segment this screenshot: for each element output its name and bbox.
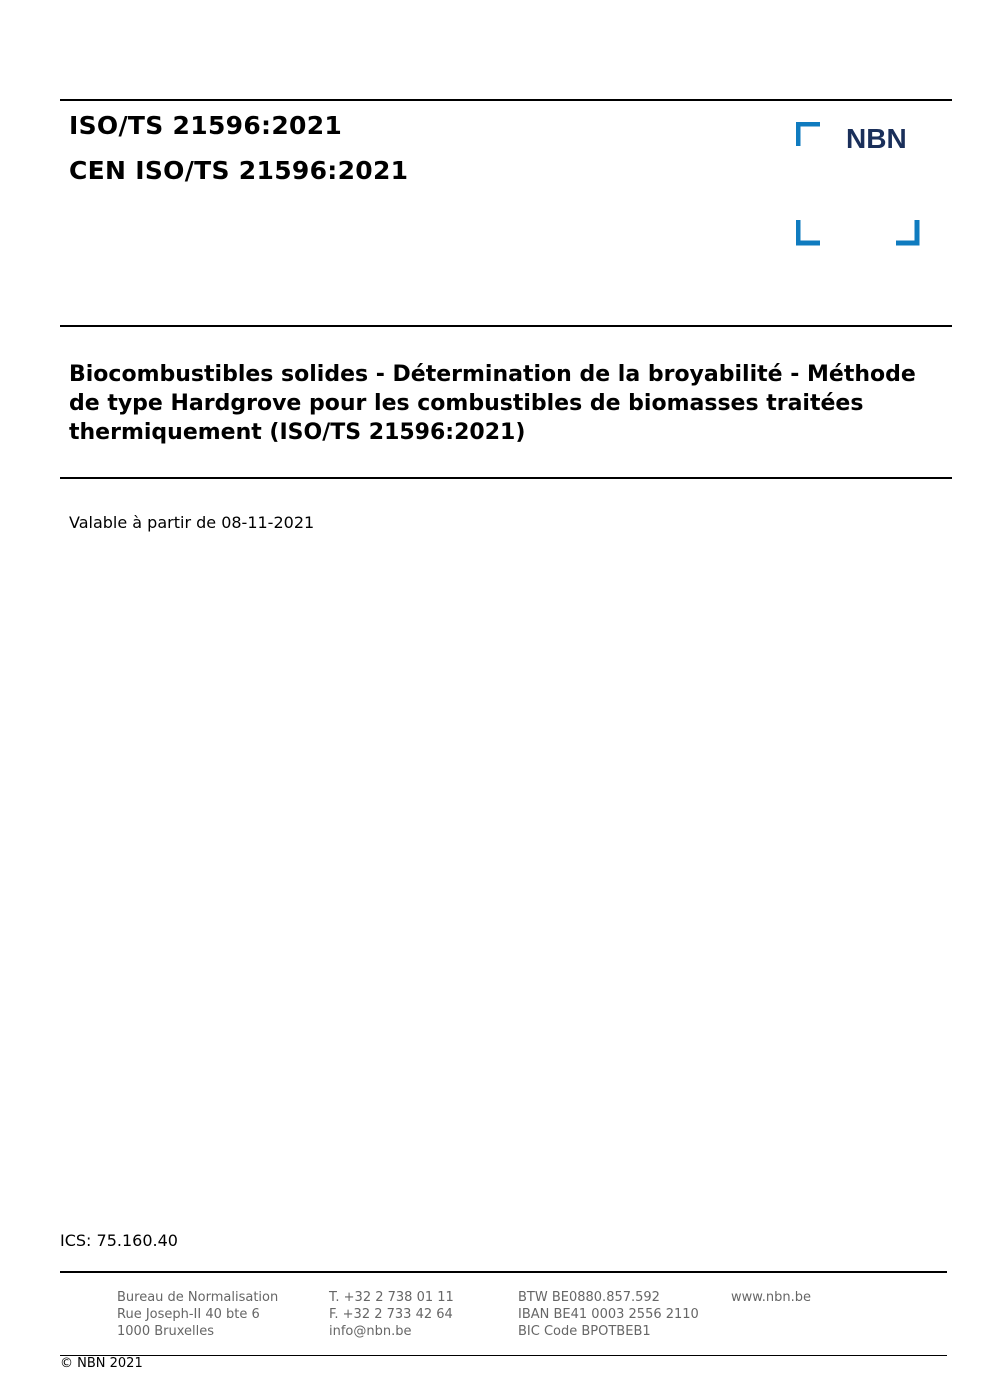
- address-line: Rue Joseph-II 40 bte 6: [117, 1307, 260, 1322]
- validity-date: Valable à partir de 08-11-2021: [69, 513, 315, 532]
- footer-contact: [329, 1289, 454, 1340]
- nbn-logo: [796, 122, 921, 248]
- rule-below-title: [60, 477, 952, 479]
- iban: IBAN BE41 0003 2556 2110: [518, 1307, 699, 1322]
- logo-bracket-bottom-right: [896, 220, 917, 243]
- top-rule: [60, 99, 952, 101]
- bic-code: BIC Code BPOTBEB1: [518, 1324, 651, 1339]
- address-line: Bureau de Normalisation: [117, 1290, 279, 1305]
- vat-number: BTW BE0880.857.592: [518, 1290, 660, 1305]
- cen-iso-reference: CEN ISO/TS 21596:2021: [69, 156, 409, 185]
- fax-number: F. +32 2 733 42 64: [329, 1307, 453, 1322]
- phone-number: T. +32 2 738 01 11: [329, 1290, 454, 1305]
- ics-code: ICS: 75.160.40: [60, 1231, 178, 1250]
- logo-text: NBN: [846, 123, 907, 154]
- logo-bracket-top-left: [798, 124, 820, 146]
- document-title: Biocombustibles solides - Détermination de la broyabilité - Méthode de type Hardgrove pour les combustibles de biomasses traitées thermiquement (ISO/TS 21596:2021): [69, 362, 916, 445]
- footer-bank: [518, 1289, 699, 1340]
- website-link[interactable]: www.nbn.be: [731, 1290, 811, 1305]
- footer-top-rule: [60, 1271, 947, 1273]
- address-line: 1000 Bruxelles: [117, 1324, 215, 1339]
- footer-bottom-rule: [60, 1355, 947, 1356]
- rule-above-title: [60, 325, 952, 327]
- iso-reference: ISO/TS 21596:2021: [69, 111, 343, 140]
- logo-bracket-bottom-left: [798, 220, 820, 243]
- footer-address: [117, 1289, 278, 1340]
- copyright: © NBN 2021: [60, 1356, 143, 1371]
- footer-website: [731, 1289, 811, 1306]
- email-link[interactable]: info@nbn.be: [329, 1324, 412, 1339]
